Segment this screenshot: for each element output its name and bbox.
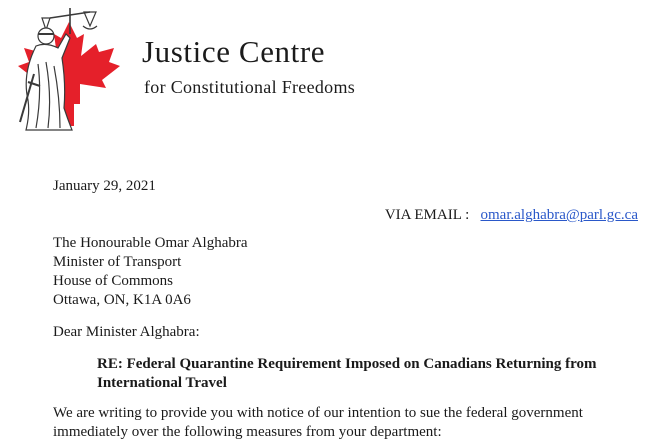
subject-line-1: RE: Federal Quarantine Requirement Imposed on Canadians Returning from — [97, 356, 597, 372]
subject-line — [97, 355, 596, 393]
recipient-address — [53, 234, 248, 310]
org-subtitle: for Constitutional Freedoms — [144, 77, 356, 97]
recipient-name: The Honourable Omar Alghabra — [53, 235, 248, 251]
recipient-email-link[interactable]: omar.alghabra@parl.gc.ca — [480, 207, 638, 223]
recipient-city: Ottawa, ON, K1A 0A6 — [53, 292, 191, 308]
body-paragraph — [53, 404, 583, 442]
subject-line-2: International Travel — [97, 375, 227, 391]
salutation: Dear Minister Alghabra: — [53, 324, 200, 340]
body-line-2: immediately over the following measures from your department: — [53, 424, 442, 440]
justice-centre-logo-icon — [6, 4, 132, 132]
letter-date: January 29, 2021 — [53, 178, 156, 194]
via-email-label: VIA EMAIL : — [384, 207, 470, 223]
via-email-line — [385, 206, 638, 225]
org-name: Justice Centre — [142, 34, 326, 69]
body-line-1: We are writing to provide you with notice of our intention to sue the federal government — [53, 405, 583, 421]
recipient-org: House of Commons — [53, 273, 173, 289]
recipient-title: Minister of Transport — [53, 254, 182, 270]
